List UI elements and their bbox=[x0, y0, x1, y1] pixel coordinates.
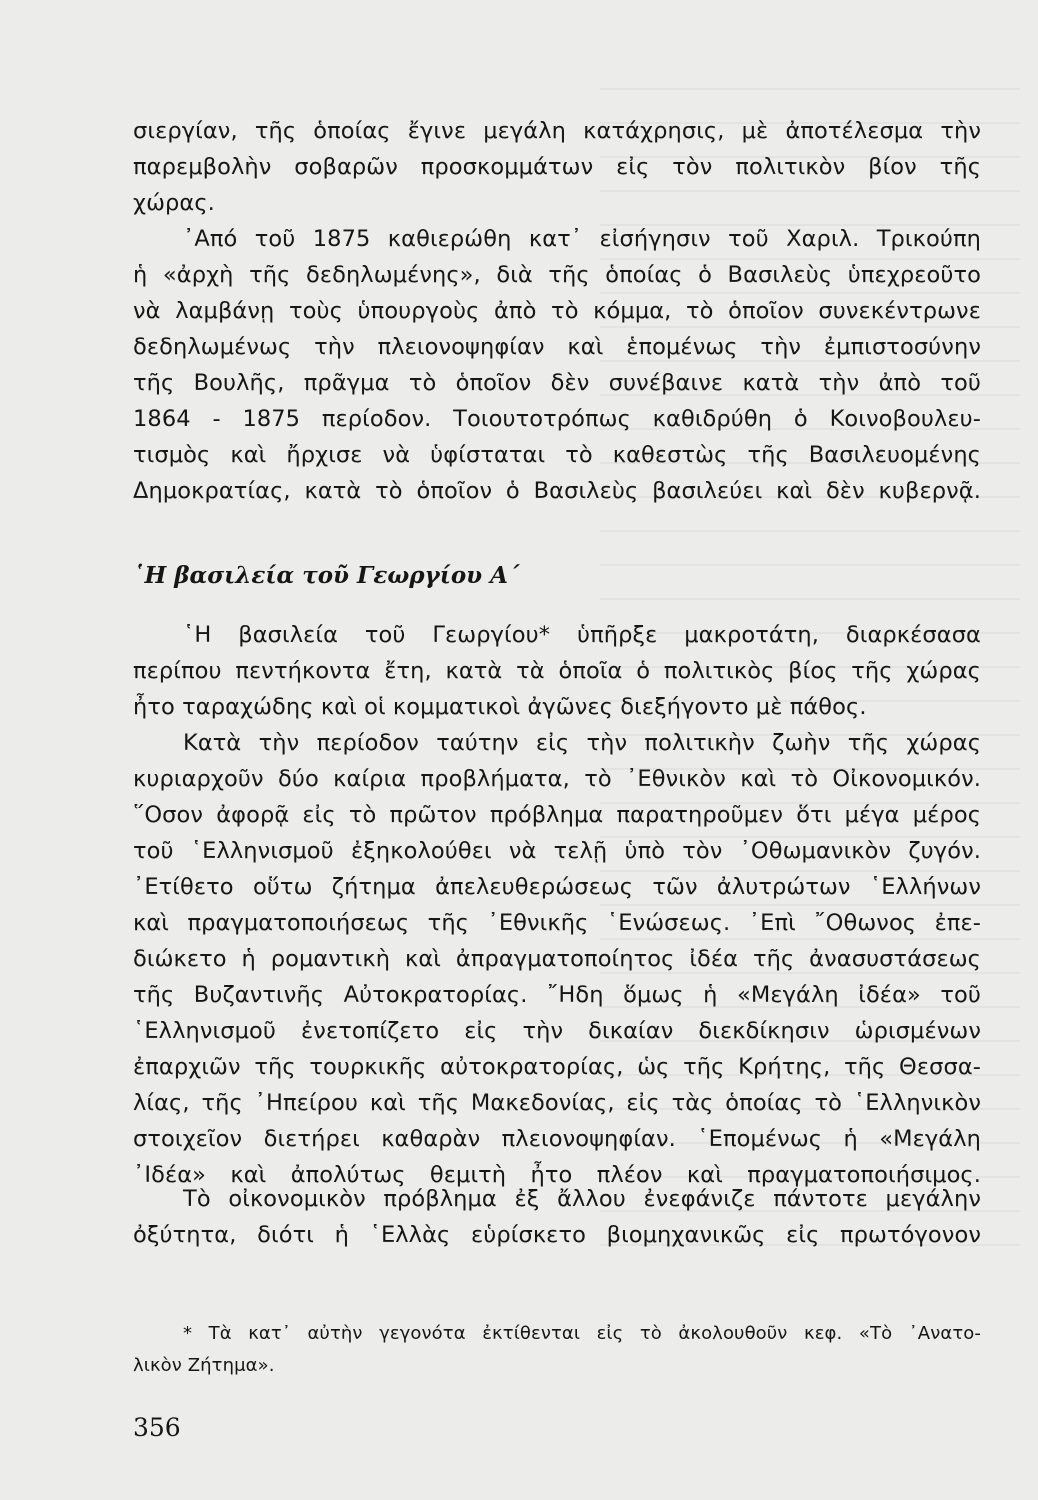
text-line: σιεργίαν, τῆς ὁποίας ἔγινε μεγάλη κατάχρησις, μὲ ἀποτέλεσμα τὴν bbox=[133, 118, 981, 144]
text-line: χώρας. bbox=[133, 190, 215, 216]
text-line: κυριαρχοῦν δύο καίρια προβλήματα, τὸ ᾿Εθνικὸν καὶ τὸ Οἰκονομικόν. bbox=[133, 766, 981, 792]
text-line: ὀξύτητα, διότι ἡ ῾Ελλὰς εὑρίσκετο βιομηχανικῶς εἰς πρωτόγονον bbox=[133, 1222, 981, 1248]
text-line: καὶ πραγματοποιήσεως τῆς ᾿Εθνικῆς ῾Ενώσεως. ᾿Επὶ ῎Οθωνος ἐπε- bbox=[133, 910, 981, 936]
text-line: ᾿Ιδέα» καὶ ἀπολύτως θεμιτὴ ἦτο πλέον καὶ πραγματοποιήσιμος. bbox=[133, 1162, 981, 1188]
page-number: 356 bbox=[133, 1413, 181, 1442]
section-heading: ῾Η βασιλεία τοῦ Γεωργίου Α΄ bbox=[133, 562, 520, 589]
text-line: τῆς Βυζαντινῆς Αὐτοκρατορίας. ῎Ηδη ὅμως ἡ «Μεγάλη ἰδέα» τοῦ bbox=[133, 982, 981, 1008]
text-line: λίας, τῆς ᾿Ηπείρου καὶ τῆς Μακεδονίας, εἰς τὰς ὁποίας τὸ ῾Ελληνικὸν bbox=[133, 1090, 981, 1116]
text-line: στοιχεῖον διετήρει καθαρὰν πλειονοψηφίαν. ῾Επομένως ἡ «Μεγάλη bbox=[133, 1126, 981, 1152]
text-line: 1864 - 1875 περίοδον. Τοιουτοτρόπως καθιδρύθη ὁ Κοινοβουλευ- bbox=[133, 406, 981, 432]
text-line: ἡ «ἀρχὴ τῆς δεδηλωμένης», διὰ τῆς ὁποίας ὁ Βασιλεὺς ὑπεχρεοῦτο bbox=[133, 262, 981, 288]
text-line: Τὸ οἰκονομικὸν πρόβλημα ἐξ ἄλλου ἐνεφάνιζε πάντοτε μεγάλην bbox=[183, 1186, 981, 1212]
text-line: Δημοκρατίας, κατὰ τὸ ὁποῖον ὁ Βασιλεὺς βασιλεύει καὶ δὲν κυβερνᾷ. bbox=[133, 478, 981, 504]
text-line: τοῦ ῾Ελληνισμοῦ ἐξηκολούθει νὰ τελῇ ὑπὸ τὸν ᾿Οθωμανικὸν ζυγόν. bbox=[133, 838, 981, 864]
text-line: παρεμβολὴν σοβαρῶν προσκομμάτων εἰς τὸν πολιτικὸν βίον τῆς bbox=[133, 154, 981, 180]
text-line: ῾Ελληνισμοῦ ἐνετοπίζετο εἰς τὴν δικαίαν διεκδίκησιν ὡρισμένων bbox=[133, 1018, 981, 1044]
text-line: ῾Η βασιλεία τοῦ Γεωργίου* ὑπῆρξε μακροτάτη, διαρκέσασα bbox=[183, 622, 981, 648]
text-line: ἦτο ταραχώδης καὶ οἱ κομματικοὶ ἀγῶνες διεξήγοντο μὲ πάθος. bbox=[133, 694, 867, 720]
text-line: ἐπαρχιῶν τῆς τουρκικῆς αὐτοκρατορίας, ὡς τῆς Κρήτης, τῆς Θεσσα- bbox=[133, 1054, 981, 1080]
text-line: διώκετο ἡ ρομαντικὴ καὶ ἀπραγματοποίητος ἰδέα τῆς ἀνασυστάσεως bbox=[133, 946, 981, 972]
text-line: τισμὸς καὶ ἤρχισε νὰ ὑφίσταται τὸ καθεστὼς τῆς Βασιλευομένης bbox=[133, 442, 981, 468]
text-line: νὰ λαμβάνῃ τοὺς ὑπουργοὺς ἀπὸ τὸ κόμμα, τὸ ὁποῖον συνεκέντρωνε bbox=[133, 298, 981, 324]
text-line: τῆς Βουλῆς, πρᾶγμα τὸ ὁποῖον δὲν συνέβαινε κατὰ τὴν ἀπὸ τοῦ bbox=[133, 370, 981, 396]
footnote-line: * Τὰ κατ᾿ αὐτὴν γεγονότα ἐκτίθενται εἰς τὸ ἀκολουθοῦν κεφ. «Τὸ ᾿Ανατο- bbox=[183, 1323, 981, 1344]
text-line: δεδηλωμένως τὴν πλειονοψηφίαν καὶ ἑπομένως τὴν ἐμπιστοσύνην bbox=[133, 334, 981, 360]
footnote-line: λικὸν Ζήτημα». bbox=[133, 1355, 275, 1376]
text-line: ῞Οσον ἀφορᾷ εἰς τὸ πρῶτον πρόβλημα παρατηροῦμεν ὅτι μέγα μέρος bbox=[133, 802, 981, 828]
text-line: Κατὰ τὴν περίοδον ταύτην εἰς τὴν πολιτικὴν ζωὴν τῆς χώρας bbox=[183, 730, 981, 756]
text-line: περίπου πεντήκοντα ἔτη, κατὰ τὰ ὁποῖα ὁ πολιτικὸς βίος τῆς χώρας bbox=[133, 658, 981, 684]
text-line: ᾿Ετίθετο οὕτω ζήτημα ἀπελευθερώσεως τῶν ἀλυτρώτων ῾Ελλήνων bbox=[133, 874, 981, 900]
text-line: ᾿Από τοῦ 1875 καθιερώθη κατ᾿ εἰσήγησιν τοῦ Χαριλ. Τρικούπη bbox=[183, 226, 981, 252]
